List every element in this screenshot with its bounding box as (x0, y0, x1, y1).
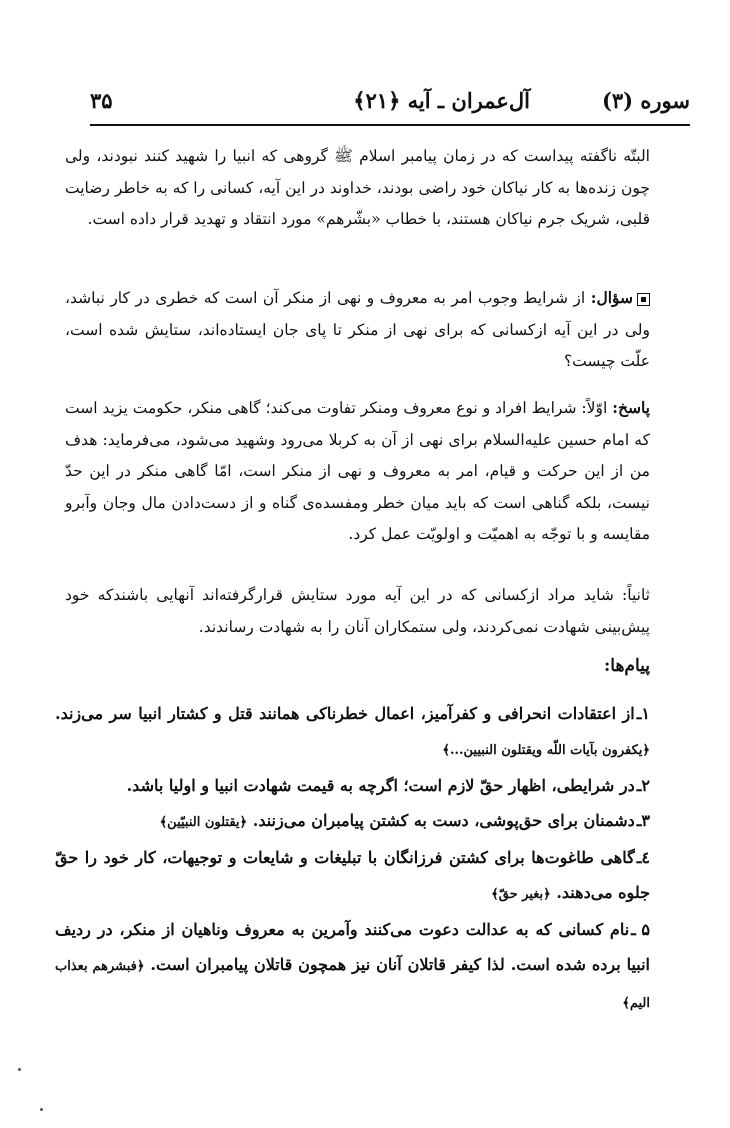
message-item (55, 768, 650, 803)
question-text: از شرایط وجوب امر به معروف و نهی از منکر آن است که خطری در کار نباشد، ولی در این آیه ازکسانی که برای نهی از منکر تا پای جان ایستاده‌اند، ستایش شده است، علّت چیست؟ (65, 289, 650, 370)
scan-speck (18, 1068, 21, 1071)
surah-label: سوره (۳) (601, 88, 690, 113)
answer-first-text: اوّلاً: شرایط افراد و نوع معروف ومنکر تفاوت می‌کند؛ گاهی منکر، حکومت یزید است که امام حسین علیه‌السلام برای نهی از آن به کربلا می‌رود وشهید می‌شود، می‌فرماید: هدف من از این حرکت و قیام، امر به معروف و نهی از منکر است، امّا گاهی منکر در این حدّ نیست، بلکه گناهی است که باید میان خطر ومفسده‌ی گناه و از دست‌دادن مال وجان وآبرو مقایسه و با توجّه به اهمیّت و اولویّت عمل کرد. (65, 399, 650, 543)
answer-paragraph (65, 392, 650, 551)
surah-verse-title: آل‌عمران ـ آیه ﴿۲۱﴾ (353, 88, 530, 113)
message-item (55, 840, 650, 912)
message-item (55, 912, 650, 1021)
message-item (55, 696, 650, 768)
question-label: سؤال: (590, 288, 634, 307)
message-text: از اعتقادات انحرافی و کفرآمیز، اعمال خطرناکی همانند قتل و کشتار انبیا سر می‌زند. (55, 704, 635, 723)
message-text: نام کسانی که به عدالت دعوت می‌کنند وآمرین به معروف وناهیان از منکر، در ردیف انبیا برده شده است. لذا کیفر قاتلان آنان نیز همچون قاتلان پیامبران است. (55, 920, 651, 974)
message-text: گاهی طاغوت‌ها برای کشتن فرزانگان با تبلیغات و شایعات و توجیهات، کار خود را حقّ جلوه می‌دهند. (55, 848, 650, 902)
message-verse: ﴿بغیر حقّ﴾ (491, 887, 551, 902)
answer-second-paragraph: ثانیاً: شاید مراد ازکسانی که در این آیه مورد ستایش قرارگرفته‌اند آنهایی باشندکه خود پیش‌بینی شهادت نمی‌کردند، ولی ستمکاران آنان را به شهادت رساندند. (65, 586, 650, 636)
message-number: ۲ـ (636, 776, 650, 795)
message-verse: ﴿یکفرون بآیات اللّه ویقتلون النبیین...﴾ (442, 743, 650, 758)
scan-speck (40, 1108, 43, 1111)
page-header (90, 88, 690, 122)
header-divider (90, 124, 690, 126)
message-number: ۵ ـ (631, 920, 650, 939)
message-number: ۱ـ (636, 704, 650, 723)
message-text: در شرایطی، اظهار حقّ لازم است؛ اگرچه به قیمت شهادت انبیا و اولیا باشد. (126, 776, 635, 795)
message-verse: ﴿فبشرهم بعذاب الیم﴾ (55, 959, 650, 1011)
page-number: ۳۵ (90, 88, 113, 113)
question-paragraph (65, 282, 650, 378)
square-bullet-icon (637, 293, 650, 306)
message-text: دشمنان برای حق‌پوشی، دست به کشتن پیامبران می‌زنند. (252, 811, 635, 830)
message-item (55, 803, 650, 840)
answer-label: پاسخ: (612, 398, 650, 417)
messages-heading: پیام‌ها: (604, 656, 650, 676)
message-number: ۳ـ (636, 811, 650, 830)
message-number: ٤ـ (636, 848, 650, 867)
intro-paragraph: البتّه ناگفته پیداست که در زمان پیامبر اسلام ﷺ گروهی که انبیا را شهید کنند نبودند، ولی چون زنده‌ها به کار نیاکان خود راضی بودند، خداوند در این آیه، کسانی را که به خاطر رضایت قلبی، شریک جرم نیاکان هستند، با خطاب «بشّرهم» مورد انتقاد و تهدید قرار داده است. (65, 147, 650, 228)
messages-list (55, 696, 650, 1021)
message-verse: ﴿یقتلون النبیّین﴾ (159, 815, 248, 830)
